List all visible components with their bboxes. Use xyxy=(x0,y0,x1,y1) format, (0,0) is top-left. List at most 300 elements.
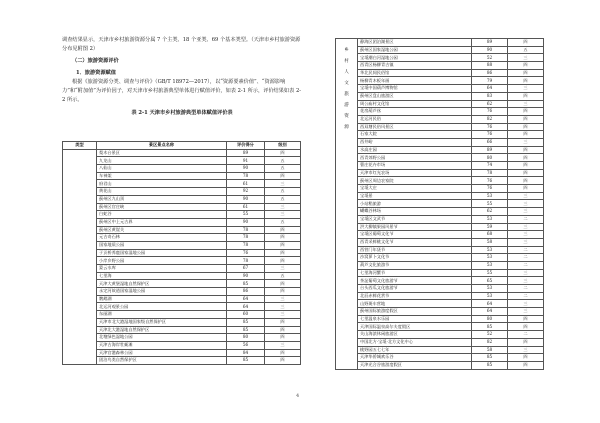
site-name-cell: 花房葫芦丝 xyxy=(358,108,472,116)
table-row xyxy=(63,334,301,342)
grade-cell: 四 xyxy=(508,62,544,70)
site-name-cell: 蓟州区中上元古界 xyxy=(97,218,227,226)
site-name-cell: 小站稻旅游 xyxy=(358,200,472,208)
site-name-cell: 天津古海岸牡蛎滩 xyxy=(97,341,227,349)
grade-cell: 五 xyxy=(265,188,301,196)
score-cell: 82 xyxy=(472,115,508,123)
grade-cell: 三 xyxy=(508,200,544,208)
site-name-cell: 七里温泉水乐园 xyxy=(358,315,472,323)
site-name-cell: 蓟州区九山顶 xyxy=(97,195,227,203)
site-name-cell: 天津市红光农场 xyxy=(358,169,472,177)
site-name-cell: 蒙云水库 xyxy=(97,265,227,273)
table-row xyxy=(63,288,301,296)
site-name-cell: 沙窝萝卜文化节 xyxy=(358,254,472,262)
table-row xyxy=(336,192,544,200)
table-row xyxy=(336,108,544,116)
site-name-cell: 西青郊野公园 xyxy=(358,154,472,162)
grade-cell: 四 xyxy=(508,354,544,362)
grade-cell: 四 xyxy=(265,357,301,365)
grade-cell: 三 xyxy=(508,231,544,239)
table-row xyxy=(336,323,544,331)
score-cell: 79 xyxy=(472,77,508,85)
score-cell: 80 xyxy=(472,315,508,323)
table-row xyxy=(336,100,544,108)
table-row xyxy=(336,261,544,269)
site-name-cell: 团泊鸟类自然保护区 xyxy=(97,357,227,365)
table-row xyxy=(336,346,544,354)
grade-cell: 四 xyxy=(265,288,301,296)
score-cell: 76 xyxy=(472,177,508,185)
score-cell: 78 xyxy=(472,169,508,177)
grade-cell: 三 xyxy=(265,311,301,319)
table-row xyxy=(63,318,301,326)
score-cell: 74 xyxy=(472,162,508,170)
score-cell: 52 xyxy=(472,54,508,62)
score-cell: 88 xyxy=(472,62,508,70)
score-cell: 85 xyxy=(227,280,265,288)
right-table-body xyxy=(336,39,544,370)
grade-cell: 五 xyxy=(265,157,301,165)
score-cell: 90 xyxy=(227,195,265,203)
page-number: 4 xyxy=(296,393,300,399)
table-row xyxy=(336,238,544,246)
table-row xyxy=(63,349,301,357)
score-cell: 92 xyxy=(227,188,265,196)
site-name-cell: 杨柳青木板年画 xyxy=(358,77,472,85)
site-name-cell: 茶淀葡萄文化旅游节 xyxy=(358,277,472,285)
table-row xyxy=(336,138,544,146)
table-row xyxy=(336,208,544,216)
grade-cell: 三 xyxy=(265,265,301,273)
score-cell: 55 xyxy=(227,211,265,219)
grade-cell: 四 xyxy=(265,349,301,357)
score-cell: 76 xyxy=(227,249,265,257)
table-row xyxy=(63,226,301,234)
score-cell: 76 xyxy=(472,131,508,139)
grade-cell: 四 xyxy=(508,177,544,185)
site-name-cell: 关山海滨休闲旅游区 xyxy=(358,331,472,339)
score-cell: 83 xyxy=(472,92,508,100)
table-header-row xyxy=(63,142,301,150)
grade-cell: 四 xyxy=(265,241,301,249)
site-name-cell: 八仙山 xyxy=(97,165,227,173)
grade-cell: 四 xyxy=(265,326,301,334)
category-char: 游 xyxy=(344,103,349,108)
table-row xyxy=(336,169,544,177)
score-cell: 76 xyxy=(472,185,508,193)
score-cell: 89 xyxy=(472,39,508,47)
site-name-cell: 蓟州区官庄峡 xyxy=(97,203,227,211)
site-name-cell: 台头西瓜文化旅游节 xyxy=(358,285,472,293)
table-caption: 表 2-1 天津市乡村旅游典型单体赋值评价表 xyxy=(131,110,233,116)
score-cell: 89 xyxy=(472,146,508,154)
intro-paragraph: 调查结果显示，天津市乡村旅游资源分属 7 个主类、18 个亚类、69 个基本类型。（天津市乡村旅游资源分布见附图 2） xyxy=(62,37,301,52)
site-name-cell: 山野斑车营地 xyxy=(358,300,472,308)
table-row xyxy=(63,203,301,211)
left-column xyxy=(62,36,302,120)
site-name-cell: 洪大柳镇果园风景节 xyxy=(358,223,472,231)
site-name-cell: 天津光合谷旅游度假区 xyxy=(358,361,472,369)
table-row xyxy=(63,265,301,273)
site-name-cell: 天津北大港湿地自然保护区 xyxy=(97,326,227,334)
site-name-cell: 梨木台景区 xyxy=(97,149,227,157)
table-row xyxy=(336,131,544,139)
grade-cell: 五 xyxy=(265,272,301,280)
grade-cell: 三 xyxy=(508,192,544,200)
grade-cell: 四 xyxy=(508,185,544,193)
table-row xyxy=(63,257,301,265)
grade-cell: 四 xyxy=(265,280,301,288)
subsection-heading: 1．旅游资源赋值 xyxy=(76,70,116,76)
score-cell: 85 xyxy=(227,326,265,334)
site-name-cell: 东丽湖 xyxy=(97,311,227,319)
table-row xyxy=(63,180,301,188)
site-name-cell: 曹庄花卉市场 xyxy=(358,162,472,170)
grade-cell: 三 xyxy=(265,303,301,311)
score-cell: 90 xyxy=(472,46,508,54)
grade-cell: 五 xyxy=(508,46,544,54)
score-cell: 58 xyxy=(472,238,508,246)
site-name-cell: 桃野园五七七年 xyxy=(358,346,472,354)
site-name-cell: 天津市北大港湿地国家级自然保护区 xyxy=(97,318,227,326)
site-name-cell: 北辰赤鲜花赏节 xyxy=(358,292,472,300)
grade-cell: 三 xyxy=(265,180,301,188)
site-name-cell: 鹦鹉湖 xyxy=(97,295,227,303)
grade-cell: 四 xyxy=(265,257,301,265)
score-cell: 86 xyxy=(227,288,265,296)
table-row xyxy=(336,46,544,54)
site-name-cell: 宝坻潮白河湿地公园 xyxy=(358,54,472,62)
grade-cell: 三 xyxy=(508,208,544,216)
score-cell: 53 xyxy=(472,292,508,300)
score-cell: 62 xyxy=(472,208,508,216)
grade-cell: 四 xyxy=(508,361,544,369)
grade-cell: 四 xyxy=(265,234,301,242)
site-name-cell: 宝坻中国葫芦博物馆 xyxy=(358,85,472,93)
grade-cell: 二 xyxy=(508,285,544,293)
table-row xyxy=(336,85,544,93)
score-cell: 85 xyxy=(472,361,508,369)
evaluation-table-right xyxy=(335,38,544,370)
header-type: 类型 xyxy=(63,142,97,150)
category-char: 文 xyxy=(344,81,349,86)
category-cell xyxy=(63,149,97,364)
grade-cell: 四 xyxy=(508,39,544,47)
score-cell: 53 xyxy=(472,246,508,254)
site-name-cell: 蓟州区盘山旅游区 xyxy=(358,92,472,100)
site-name-cell: 白蛇谷 xyxy=(97,211,227,219)
table-row xyxy=(336,277,544,285)
grade-cell: 四 xyxy=(508,108,544,116)
grade-cell: 四 xyxy=(508,92,544,100)
grade-cell: 三 xyxy=(265,211,301,219)
table-row xyxy=(336,39,544,47)
section-heading: （二）旅游资源评价 xyxy=(72,58,119,64)
table-row xyxy=(336,315,544,323)
score-cell: 67 xyxy=(227,265,265,273)
grade-cell: 二 xyxy=(508,261,544,269)
site-name-cell: 静海区团泊湖景区 xyxy=(358,39,472,47)
grade-cell: 三 xyxy=(508,85,544,93)
method-paragraph: 根据《旅游资源分类、调查与评价》（GB/T 18972—2017），以“资源要素价值”、“资源影响力”和“附加值”为评价因子，对天津市乡村旅游典型单体进行赋值评价，如表 2-1 所示，评价结果如表 2-2 所示。 xyxy=(62,79,301,103)
site-name-cell: 宝坻大庄 xyxy=(358,185,472,193)
table-row xyxy=(63,341,301,349)
header-grade: 级别 xyxy=(265,142,301,150)
score-cell: 65 xyxy=(472,277,508,285)
table-row xyxy=(336,223,544,231)
grade-cell: 四 xyxy=(508,162,544,170)
site-name-cell: 元古奇石林 xyxy=(97,234,227,242)
site-name-cell: 国家地质公园 xyxy=(97,241,227,249)
site-name-cell: 北运河观景公园 xyxy=(97,303,227,311)
site-name-cell: 七里海 xyxy=(97,272,227,280)
score-cell: 76 xyxy=(472,108,508,116)
score-cell: 59 xyxy=(472,223,508,231)
grade-cell: 三 xyxy=(265,203,301,211)
category-cell xyxy=(336,39,358,370)
site-name-cell: 宝坻区文武节 xyxy=(358,215,472,223)
table-row xyxy=(336,361,544,369)
score-cell: 64 xyxy=(472,308,508,316)
score-cell: 78 xyxy=(227,257,265,265)
site-name-cell: 蓟州区黄崖关 xyxy=(97,226,227,234)
table-row xyxy=(336,285,544,293)
grade-cell: 四 xyxy=(508,131,544,139)
table-row xyxy=(63,311,301,319)
site-name-cell: 天津官港森林公园 xyxy=(97,349,227,357)
score-cell: 60 xyxy=(227,311,265,319)
table-row xyxy=(63,241,301,249)
table-row xyxy=(336,54,544,62)
score-cell: 55 xyxy=(472,200,508,208)
score-cell: 62 xyxy=(472,100,508,108)
score-cell: 86 xyxy=(472,69,508,77)
table-row xyxy=(336,185,544,193)
grade-cell: 二 xyxy=(508,331,544,339)
header-score: 评价得分 xyxy=(227,142,265,150)
grade-cell: 四 xyxy=(265,318,301,326)
table-row xyxy=(63,326,301,334)
site-name-cell: 天津华侨城欢乐谷 xyxy=(358,354,472,362)
grade-cell: 二 xyxy=(508,215,544,223)
score-cell: 53 xyxy=(472,285,508,293)
score-cell: 53 xyxy=(472,261,508,269)
site-name-cell: 北塘绿色湿地公园 xyxy=(97,334,227,342)
grade-cell: 三 xyxy=(508,100,544,108)
score-cell: 56 xyxy=(227,341,265,349)
table-row xyxy=(336,146,544,154)
site-name-cell: 水高庄园 xyxy=(358,146,472,154)
site-name-cell: 蓟州区国家湿地公园 xyxy=(358,46,472,54)
grade-cell: 四 xyxy=(508,77,544,85)
table-row xyxy=(336,154,544,162)
score-cell: 90 xyxy=(227,272,265,280)
grade-cell: 四 xyxy=(508,115,544,123)
table-row xyxy=(336,162,544,170)
grade-cell: 三 xyxy=(508,300,544,308)
grade-cell: 三 xyxy=(265,341,301,349)
site-name-cell: 中国北方·宝坻·北方文化中心 xyxy=(358,338,472,346)
table-row xyxy=(63,303,301,311)
grade-cell: 四 xyxy=(508,146,544,154)
table-row xyxy=(336,177,544,185)
site-name-cell: 周公庙村文化馆 xyxy=(358,100,472,108)
score-cell: 53 xyxy=(472,254,508,262)
site-name-cell: 蓟州国际旅游度假区 xyxy=(358,308,472,316)
table-row xyxy=(336,77,544,85)
table-row xyxy=(336,92,544,100)
table-row xyxy=(336,338,544,346)
grade-cell: 四 xyxy=(265,249,301,257)
site-name-cell: 西青区杨柳青古镇 xyxy=(358,62,472,70)
table-row xyxy=(63,172,301,180)
category-char: 人 xyxy=(344,70,349,75)
site-name-cell: 蝴蝶谷林场 xyxy=(358,208,472,216)
score-cell: 66 xyxy=(472,138,508,146)
score-cell: 61 xyxy=(227,180,265,188)
site-name-cell: 黄花山 xyxy=(97,188,227,196)
score-cell: 61 xyxy=(227,203,265,211)
table-row xyxy=(63,280,301,288)
table-row xyxy=(336,254,544,262)
grade-cell: 四 xyxy=(265,172,301,180)
site-name-cell: 天津国际温泉高尔夫度假区 xyxy=(358,323,472,331)
site-name-cell: 七里海河蟹节 xyxy=(358,269,472,277)
table-row xyxy=(336,246,544,254)
grade-cell: 三 xyxy=(508,138,544,146)
grade-cell: 三 xyxy=(508,346,544,354)
table-row xyxy=(336,62,544,70)
site-name-cell: 宝坻区葡萄文化节 xyxy=(358,231,472,239)
table-row xyxy=(63,357,301,365)
score-cell: 85 xyxy=(227,318,265,326)
score-cell: 64 xyxy=(227,295,265,303)
table-row xyxy=(336,354,544,362)
site-name-cell: 石家大院 xyxy=(358,131,472,139)
score-cell: 68 xyxy=(472,231,508,239)
table-row xyxy=(336,269,544,277)
grade-cell: 四 xyxy=(508,323,544,331)
grade-cell: 四 xyxy=(508,169,544,177)
table-row xyxy=(63,234,301,242)
site-name-cell: 蓟州区周边农家院 xyxy=(358,177,472,185)
score-cell: 90 xyxy=(227,165,265,173)
score-cell: 64 xyxy=(227,303,265,311)
grade-cell: 三 xyxy=(508,54,544,62)
site-name-cell: 车神架 xyxy=(97,172,227,180)
table-row xyxy=(336,123,544,131)
grade-cell: 三 xyxy=(508,277,544,285)
score-cell: 53 xyxy=(472,215,508,223)
site-name-cell: 华北民间民俗馆 xyxy=(358,69,472,77)
table-row xyxy=(63,165,301,173)
table-row xyxy=(336,115,544,123)
site-name-cell: 永定河故道国家湿地公园 xyxy=(97,288,227,296)
grade-cell: 五 xyxy=(265,218,301,226)
grade-cell: 四 xyxy=(508,69,544,77)
table-row xyxy=(63,188,301,196)
grade-cell: 四 xyxy=(508,338,544,346)
site-name-cell: 九龙山 xyxy=(97,157,227,165)
table-row xyxy=(336,215,544,223)
evaluation-table-left xyxy=(62,141,301,365)
category-char: 资 xyxy=(344,114,349,119)
table-row xyxy=(336,69,544,77)
site-name-cell: 天津大黄堡湿地自然保护区 xyxy=(97,280,227,288)
table-row xyxy=(63,249,301,257)
score-cell: 53 xyxy=(472,192,508,200)
score-cell: 85 xyxy=(472,323,508,331)
grade-cell: 四 xyxy=(265,334,301,342)
grade-cell: 三 xyxy=(508,238,544,246)
table-row xyxy=(336,331,544,339)
score-cell: 78 xyxy=(227,226,265,234)
site-name-cell: 府君山 xyxy=(97,180,227,188)
site-name-cell: 西青采鲜桃文化节 xyxy=(358,238,472,246)
score-cell: 91 xyxy=(227,157,265,165)
site-name-cell: 西双塘民俗风景区 xyxy=(358,123,472,131)
score-cell: 52 xyxy=(472,331,508,339)
table-row xyxy=(336,300,544,308)
site-name-cell: 西营门年货节 xyxy=(358,246,472,254)
table-row xyxy=(63,295,301,303)
site-name-cell: 葫芦文化旅游节 xyxy=(358,261,472,269)
site-name-cell: 北运河民俗 xyxy=(358,115,472,123)
table-row xyxy=(63,218,301,226)
grade-cell: 三 xyxy=(508,308,544,316)
score-cell: 85 xyxy=(227,357,265,365)
score-cell: 78 xyxy=(227,234,265,242)
grade-cell: 四 xyxy=(508,315,544,323)
grade-cell: 二 xyxy=(508,254,544,262)
category-char: 乡 xyxy=(344,48,349,53)
grade-cell: 二 xyxy=(508,246,544,254)
grade-cell: 三 xyxy=(508,269,544,277)
grade-cell: 五 xyxy=(265,165,301,173)
header-name: 景区景点名称 xyxy=(97,142,227,150)
grade-cell: 三 xyxy=(508,223,544,231)
table-row xyxy=(336,292,544,300)
score-cell: 80 xyxy=(472,154,508,162)
category-char: 旅 xyxy=(344,92,349,97)
table-row xyxy=(336,308,544,316)
grade-cell: 二 xyxy=(508,292,544,300)
table-row xyxy=(63,211,301,219)
table-row xyxy=(336,231,544,239)
score-cell: 89 xyxy=(227,149,265,157)
grade-cell: 四 xyxy=(508,123,544,131)
table-row xyxy=(63,272,301,280)
category-char: 源 xyxy=(344,125,349,130)
site-name-cell: 小岸乡野公园 xyxy=(97,257,227,265)
grade-cell: 四 xyxy=(265,149,301,157)
score-cell: 90 xyxy=(227,218,265,226)
score-cell: 78 xyxy=(227,172,265,180)
table-row xyxy=(63,195,301,203)
score-cell: 78 xyxy=(227,241,265,249)
score-cell: 80 xyxy=(227,334,265,342)
site-name-cell: 于贡桥养鹿国家湿地公园 xyxy=(97,249,227,257)
grade-cell: 三 xyxy=(265,295,301,303)
site-name-cell: 宝坻景 xyxy=(358,192,472,200)
category-char: 村 xyxy=(344,59,349,64)
grade-cell: 四 xyxy=(508,154,544,162)
score-cell: 58 xyxy=(472,346,508,354)
grade-cell: 四 xyxy=(265,226,301,234)
table-row xyxy=(63,157,301,165)
score-cell: 64 xyxy=(472,85,508,93)
score-cell: 64 xyxy=(472,300,508,308)
